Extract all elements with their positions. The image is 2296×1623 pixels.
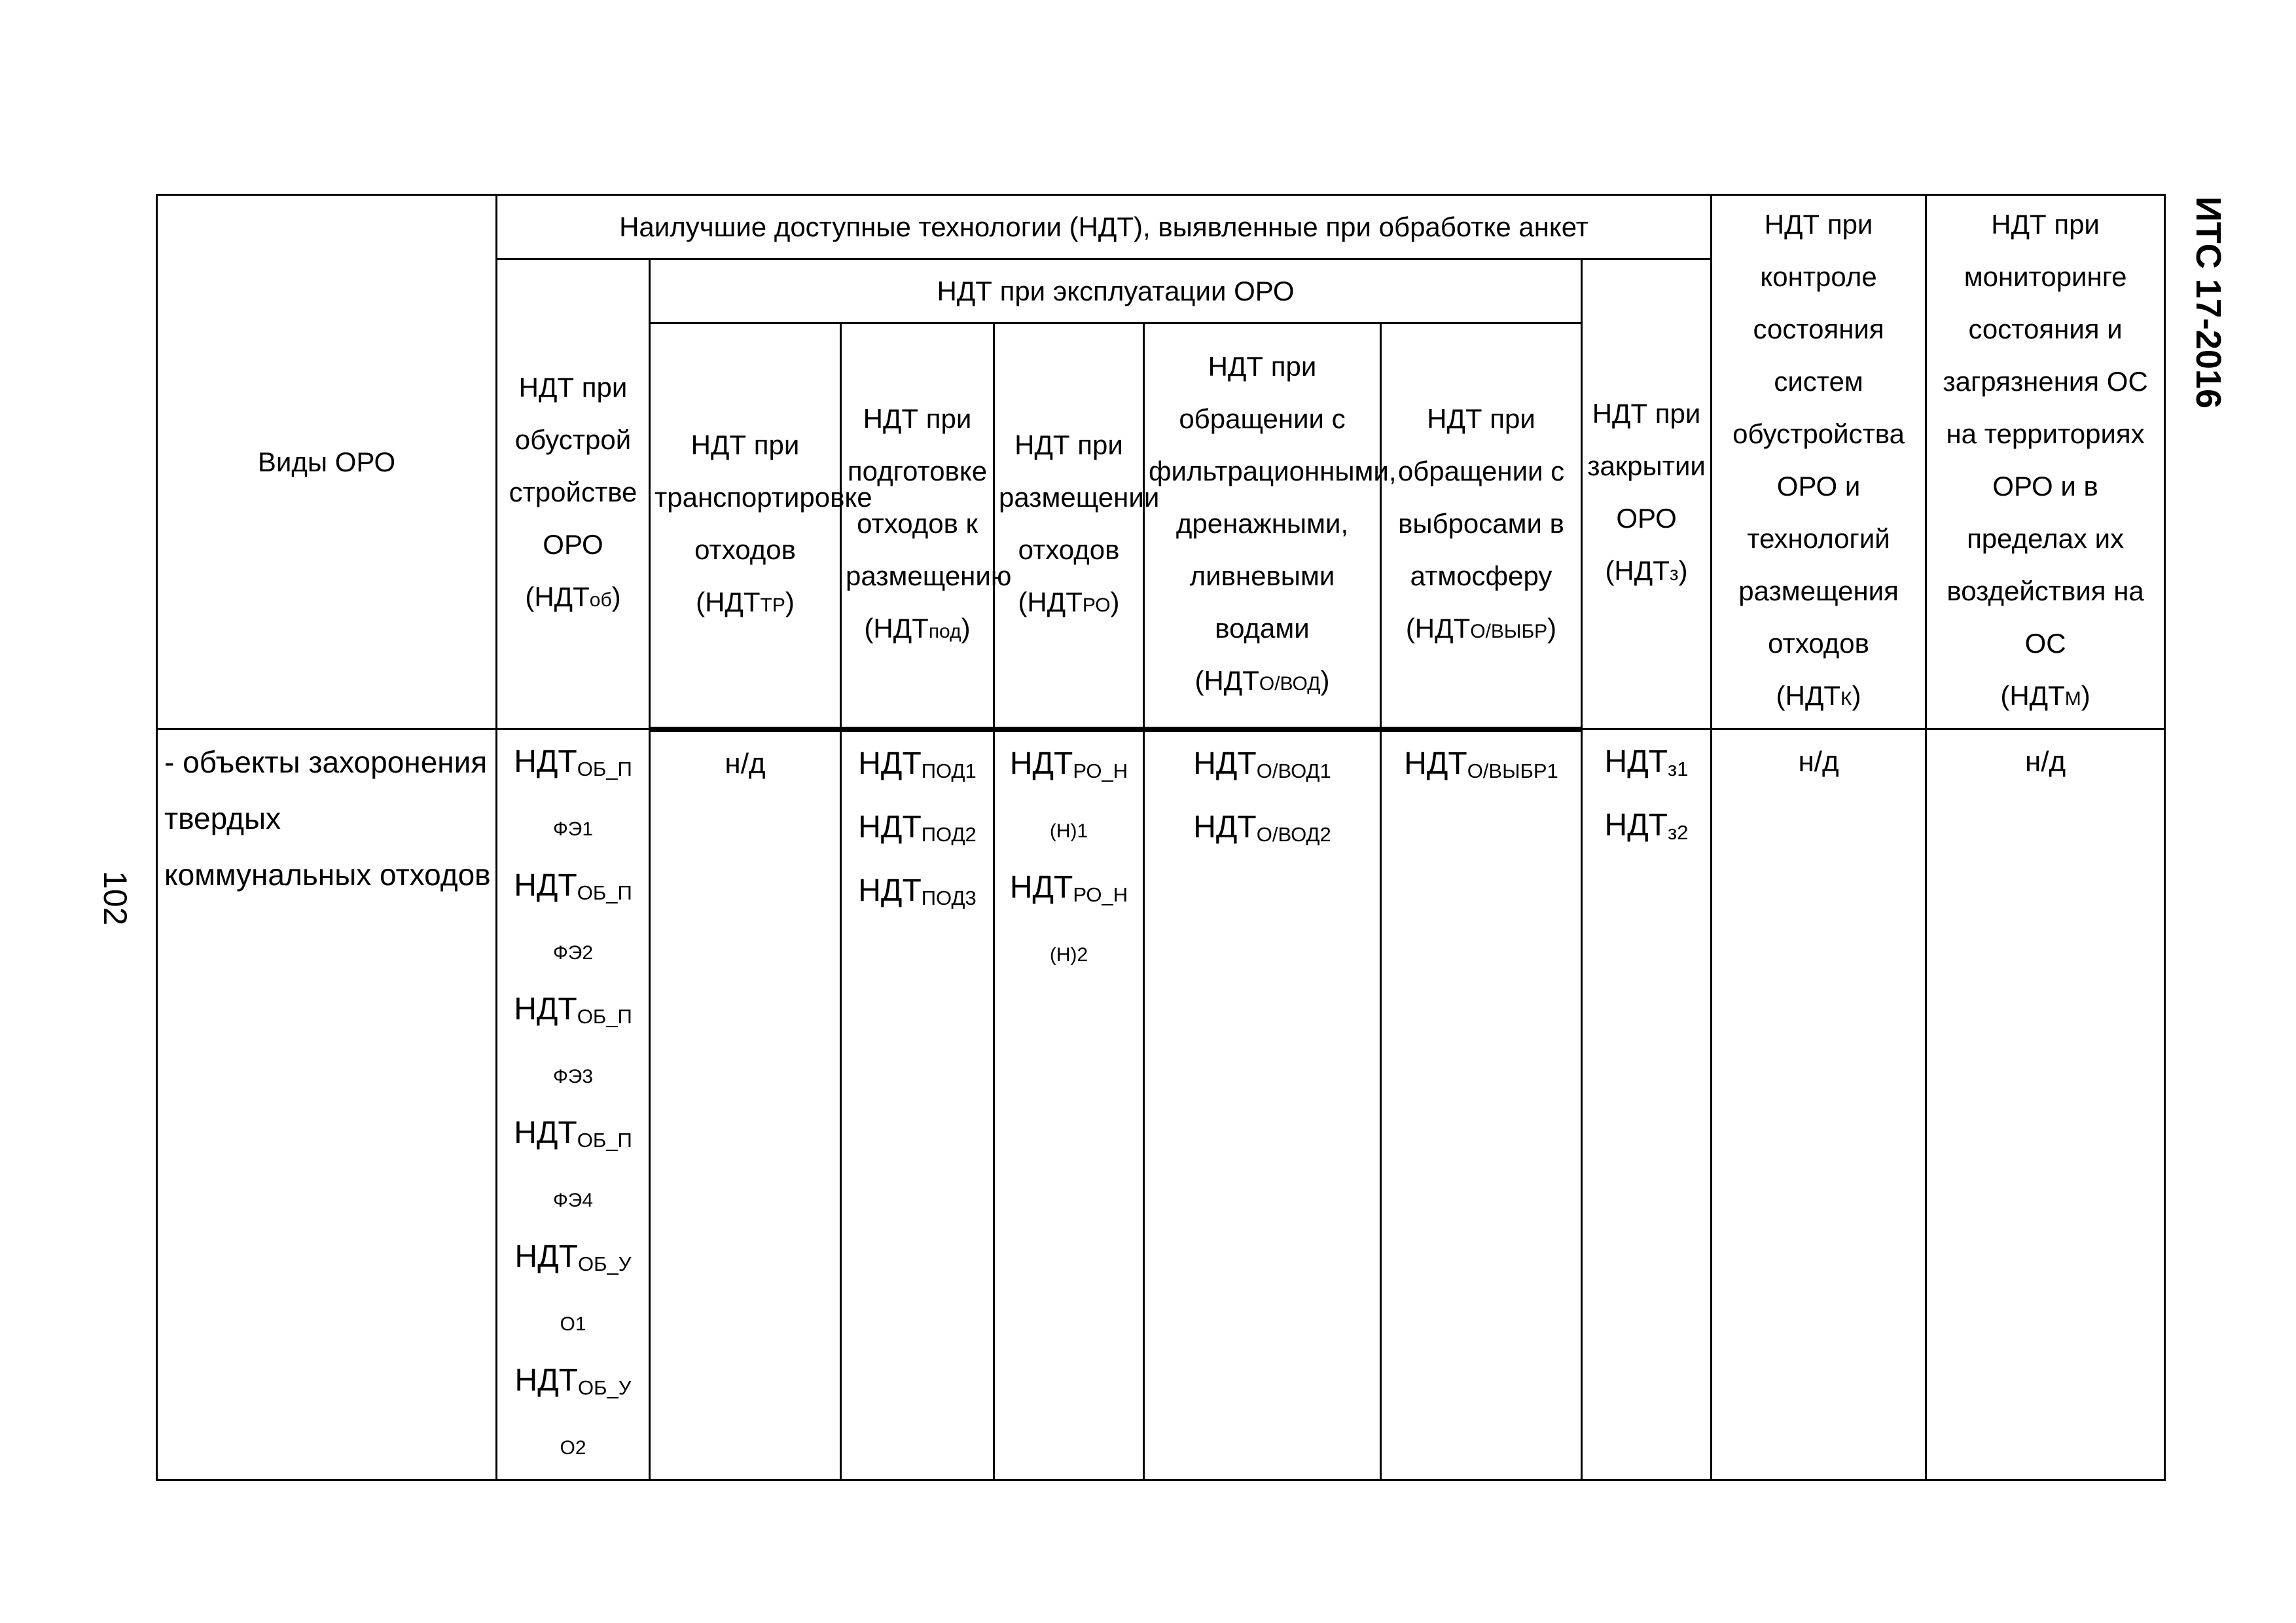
page-number: 102 <box>97 871 134 926</box>
row-type: - объекты захоронения твердых коммунальных отходов <box>157 729 497 1480</box>
code-ob-6: НДТОБ_У О2 <box>514 1363 632 1459</box>
cell-ob <box>497 729 650 1480</box>
code-z-2: НДТз2 <box>1604 808 1689 844</box>
cell-ovod <box>1144 729 1381 1480</box>
header-k: НДТ при контроле состояния систем обустройства ОРО и технологий размещения отходов (НДТК) <box>1712 195 1926 729</box>
header-pod: НДТ при подготовке отходов к размещению (НДТпод) <box>841 323 994 729</box>
header-ovybr: НДТ при обращении с выбросами в атмосферу (НДТО/ВЫБР) <box>1381 323 1582 729</box>
code-ovod-2: НДТО/ВОД2 <box>1193 809 1331 846</box>
header-tr: НДТ при транспортировке отходов (НДТТР) <box>650 323 841 729</box>
cell-ro <box>994 729 1144 1480</box>
code-ovybr-1: НДТО/ВЫБР1 <box>1404 746 1558 782</box>
code-z-1: НДТз1 <box>1604 744 1689 780</box>
document-side-title: ИТС 17-2016 <box>2189 196 2228 409</box>
header-operation-group: НДТ при эксплуатации ОРО <box>650 259 1582 323</box>
cell-k: н/д <box>1712 729 1926 1480</box>
code-ob-5: НДТОБ_У О1 <box>514 1239 632 1335</box>
code-pod-2: НДТПОД2 <box>858 809 977 846</box>
cell-m: н/д <box>1926 729 2165 1480</box>
cell-tr: н/д <box>650 729 841 1480</box>
code-ob-2: НДТОБ_П ФЭ2 <box>514 868 632 964</box>
code-ob-3: НДТОБ_П ФЭ3 <box>514 992 632 1087</box>
ndt-table <box>156 194 2166 1481</box>
header-ob: НДТ при обустрой стройстве ОРО (НДТоб) <box>497 259 650 729</box>
code-pod-3: НДТПОД3 <box>858 873 977 909</box>
cell-ovybr <box>1381 729 1582 1480</box>
code-ob-1: НДТОБ_П ФЭ1 <box>514 744 632 840</box>
header-ndt-group: Наилучшие доступные технологии (НДТ), выявленные при обработке анкет <box>497 195 1712 259</box>
header-ro: НДТ при размещении отходов (НДТРО) <box>994 323 1144 729</box>
code-ro-2: НДТРО_Н (Н)2 <box>1009 869 1128 966</box>
header-m: НДТ при мониторинге состояния и загрязнения ОС на территориях ОРО и в пределах их воздействия на ОС (НДТМ) <box>1926 195 2165 729</box>
code-pod-1: НДТПОД1 <box>858 746 977 782</box>
cell-pod <box>841 729 994 1480</box>
header-z: НДТ при закрытии ОРО (НДТз) <box>1582 259 1712 729</box>
cell-z <box>1582 729 1712 1480</box>
header-types: Виды ОРО <box>157 195 497 729</box>
header-ovod: НДТ при обращении с фильтрационными, дренажными, ливневыми водами (НДТО/ВОД) <box>1144 323 1381 729</box>
code-ovod-1: НДТО/ВОД1 <box>1193 746 1331 782</box>
code-ob-4: НДТОБ_П ФЭ4 <box>514 1116 632 1211</box>
code-ro-1: НДТРО_Н (Н)1 <box>1009 746 1128 842</box>
